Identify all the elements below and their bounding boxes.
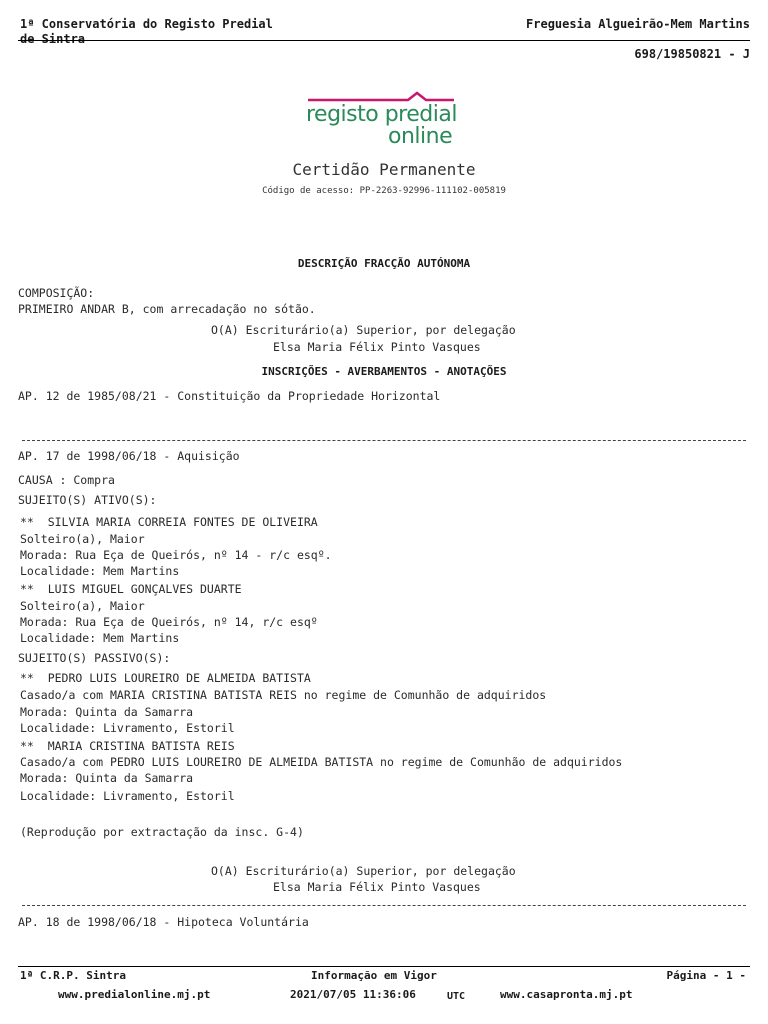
- passive-subject-marital: Casado/a com PEDRO LUIS LOUREIRO DE ALMEIDA BATISTA no regime de Comunhão de adquiridos: [20, 755, 623, 769]
- logo-text-line2: online: [388, 124, 453, 149]
- footer-rule: [18, 966, 750, 967]
- registo-predial-logo: [304, 90, 464, 150]
- office-name-line2: de Sintra: [20, 32, 86, 46]
- active-subject-status: Solteiro(a), Maior: [20, 532, 145, 546]
- footer-site-casapronta: www.casapronta.mj.pt: [500, 988, 633, 1001]
- passive-subject-name: ** PEDRO LUIS LOUREIRO DE ALMEIDA BATISTA: [20, 671, 311, 685]
- footer-page-number: Página - 1 -: [666, 969, 746, 982]
- active-subjects-label: SUJEITO(S) ATIVO(S):: [18, 493, 157, 507]
- certificate-title: Certidão Permanente: [292, 160, 476, 179]
- footer-info: Informação em Vigor: [311, 969, 437, 982]
- footer-timezone: UTC: [447, 991, 466, 1002]
- section-title: DESCRIÇÃO FRACÇÃO AUTÓNOMA: [297, 257, 471, 270]
- active-subject-address: Morada: Rua Eça de Queirós, nº 14, r/c esqº: [20, 615, 318, 629]
- footer-datetime: 2021/07/05 11:36:06: [290, 988, 416, 1001]
- parish-name: Freguesia Algueirão-Mem Martins: [526, 17, 750, 31]
- separator: [22, 440, 746, 441]
- access-code: Código de acesso: PP-2263-92996-111102-005819: [262, 186, 506, 196]
- ap17-title: AP. 17 de 1998/06/18 - Aquisição: [18, 449, 240, 463]
- signature-role: O(A) Escriturário(a) Superior, por delegação: [211, 323, 516, 337]
- passive-subject-address: Morada: Quinta da Samarra: [20, 705, 194, 719]
- ap18-entry: AP. 18 de 1998/06/18 - Hipoteca Voluntária: [18, 915, 309, 929]
- active-subject-status: Solteiro(a), Maior: [20, 599, 145, 613]
- ap12-entry: AP. 12 de 1985/08/21 - Constituição da Propriedade Horizontal: [18, 389, 441, 403]
- inscriptions-title: INSCRIÇÕES - AVERBAMENTOS - ANOTAÇÕES: [261, 365, 507, 378]
- active-subject-locality: Localidade: Mem Martins: [20, 564, 180, 578]
- signature-role: O(A) Escriturário(a) Superior, por delegação: [211, 864, 516, 878]
- signature-name: Elsa Maria Félix Pinto Vasques: [273, 340, 481, 354]
- passive-subject-address: Morada: Quinta da Samarra: [20, 771, 194, 785]
- active-subject-locality: Localidade: Mem Martins: [20, 631, 180, 645]
- passive-subject-locality: Localidade: Livramento, Estoril: [20, 721, 235, 735]
- passive-subject-name: ** MARIA CRISTINA BATISTA REIS: [20, 739, 235, 753]
- passive-subject-locality: Localidade: Livramento, Estoril: [20, 789, 235, 803]
- footer-crp: 1ª C.R.P. Sintra: [20, 969, 126, 982]
- composition-value: PRIMEIRO ANDAR B, com arrecadação no sótão.: [18, 302, 316, 316]
- active-subject-name: ** LUIS MIGUEL GONÇALVES DUARTE: [20, 582, 242, 596]
- composition-label: COMPOSIÇÃO:: [18, 286, 95, 300]
- passive-subjects-label: SUJEITO(S) PASSIVO(S):: [18, 651, 171, 665]
- header-rule: [18, 40, 750, 41]
- logo-text-line1: registo predial: [306, 102, 457, 127]
- office-name-line1: 1ª Conservatória do Registo Predial: [20, 17, 273, 31]
- active-subject-name: ** SILVIA MARIA CORREIA FONTES DE OLIVEIRA: [20, 515, 318, 529]
- cause: CAUSA : Compra: [18, 473, 115, 487]
- property-reference: 698/19850821 - J: [634, 47, 750, 61]
- active-subject-address: Morada: Rua Eça de Queirós, nº 14 - r/c esqº.: [20, 548, 332, 562]
- footer-site-predialonline: www.predialonline.mj.pt: [58, 988, 211, 1001]
- signature-name: Elsa Maria Félix Pinto Vasques: [273, 880, 481, 894]
- passive-subject-marital: Casado/a com MARIA CRISTINA BATISTA REIS no regime de Comunhão de adquiridos: [20, 688, 547, 702]
- separator: [22, 905, 746, 906]
- reproduction-note: (Reprodução por extractação da insc. G-4): [20, 825, 304, 839]
